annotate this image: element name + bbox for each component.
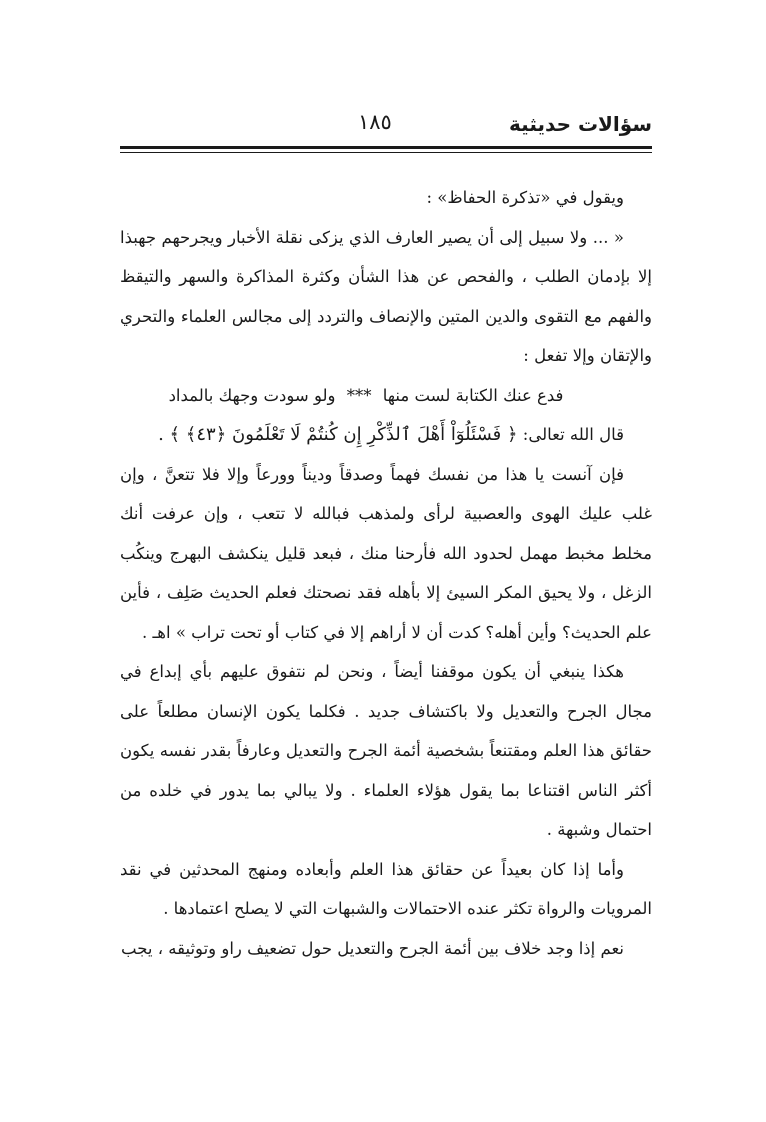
paragraph-disagreement: نعم إذا وجد خلاف بين أئمة الجرح والتعديل حول تضعيف راو وتوثيقه ، يجب	[121, 938, 624, 958]
quran-intro: قال الله تعالى:	[522, 425, 624, 444]
poem-verse	[120, 376, 652, 416]
page-header	[120, 108, 652, 144]
paragraph-distance: وأما إذا كان بعيداً عن حقائق هذا العلم وأبعاده ومنهج المحدثين في نقد المرويات والرواة تكثر عنده الاحتمالات والشبهات التي لا يصلح اعتمادها .	[120, 859, 652, 918]
page-number: ١٨٥	[358, 110, 392, 134]
poem-separator: ***	[346, 385, 372, 405]
paragraph-advice: فإن آنست يا هذا من نفسك فهماً وصدقاً وديناً وورعاً وإلا فلا تتعنَّ ، وإن غلب عليك الهوى والعصبية لرأى ولمذهب فبالله لا تتعب ، وإن عرفت أنك مخلط مخبط مهمل لحدود الله فأرحنا منك ، فبعد قليل ينكشف البهرج وينكُب الزغل ، ولا يحيق المكر السيئ إلا بأهله فقد نصحتك فعلم الحديث صَلِف ، فأين علم الحديث؟ وأين أهله؟ كدت أن لا أراهم إلا في كتاب أو تحت تراب » اهـ .	[120, 464, 652, 642]
page-body	[120, 178, 652, 968]
header-rule-thin	[120, 152, 652, 153]
paragraph-intro: ويقول في «تذكرة الحفاظ» :	[426, 188, 624, 207]
poem-second-half: ولو سودت وجهك بالمداد	[168, 385, 336, 405]
quran-verse: ﴿ فَسْئَلُوٓاْ أَهْلَ ٱلذِّكْرِ إِن كُنتُمْ لَا تَعْلَمُونَ ﴿٤٣﴾ ﴾ .	[158, 424, 518, 445]
book-title: سؤالات حديثية	[509, 112, 652, 136]
quran-citation	[120, 415, 652, 455]
paragraph-quote: « ... ولا سبيل إلى أن يصير العارف الذي يزكى نقلة الأخبار ويجرحهم جهبذا إلا بإدمان الطلب ، والفحص عن هذا الشأن وكثرة المذاكرة والسهر والتيقظ والفهم مع التقوى والدين المتين والإنصاف والتردد إلى مجالس العلماء والتحري والإتقان وإلا تفعل :	[120, 227, 652, 365]
paragraph-our-stance: هكذا ينبغي أن يكون موقفنا أيضاً ، ونحن لم نتفوق عليهم بأي إبداع في مجال الجرح والتعديل ولا باكتشاف جديد . فكلما يكون الإنسان مطلعاً على حقائق هذا العلم ومقتنعاً بشخصية أئمة الجرح والتعديل وعارفاً بقدر نفسه يكون أكثر الناس اقتناعا بما يقول هؤلاء العلماء . ولا يبالي بما يدور في خلده من احتمال وشبهة .	[120, 662, 652, 839]
header-rule-thick	[120, 146, 652, 149]
poem-first-half: فدع عنك الكتابة لست منها	[382, 385, 564, 405]
